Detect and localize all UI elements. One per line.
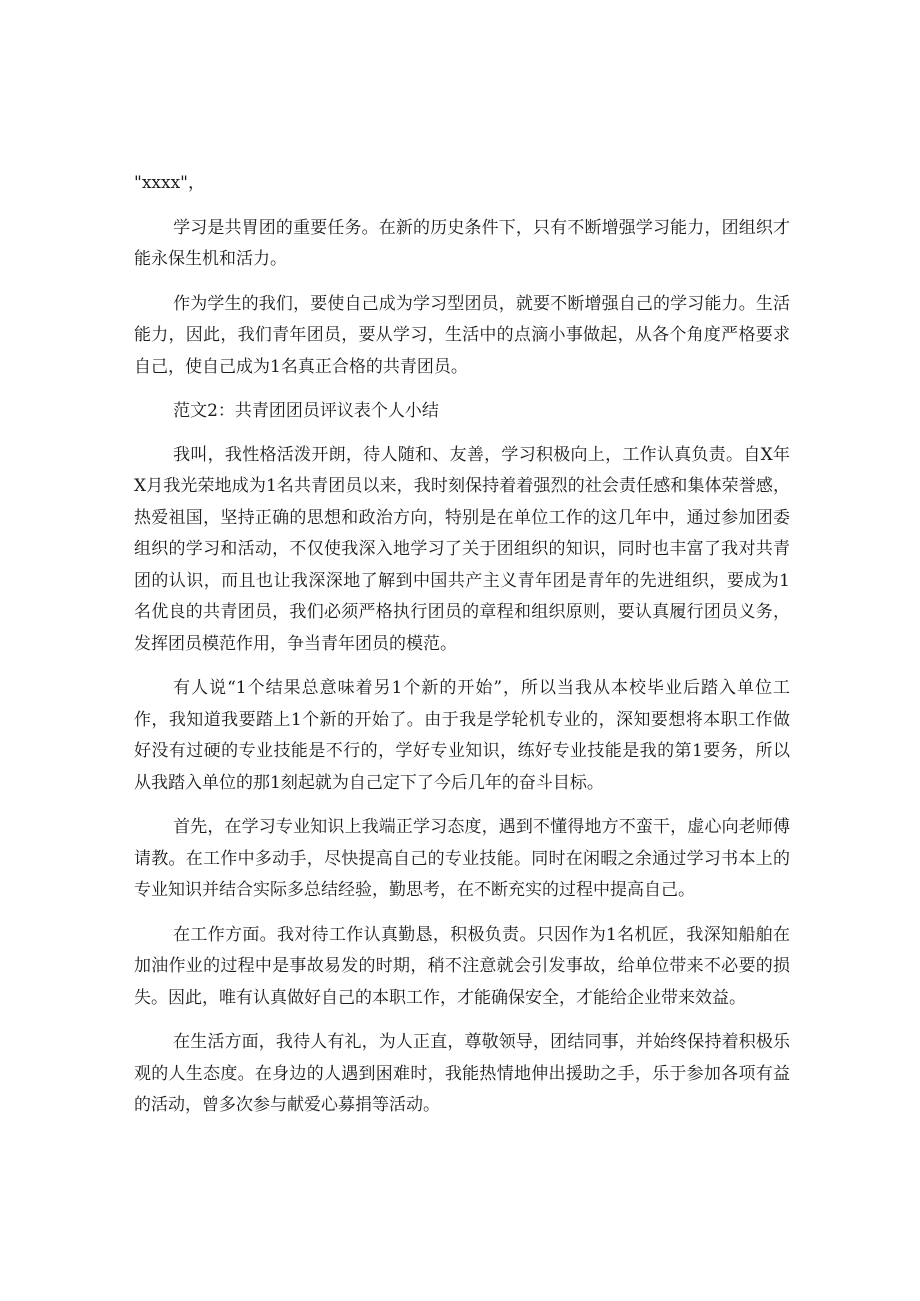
- paragraph-learning-task: 学习是共胃团的重要任务。在新的历史条件下，只有不断增强学习能力，团组织才能永保生机和活力。: [134, 217, 790, 269]
- opening-quote-line: "xxxx"，: [134, 173, 205, 193]
- paragraph-self-introduction: 我叫，我性格活泼开朗，待人随和、友善，学习积极向上，工作认真负责。自X年X月我光荣地成为1名共青团员以来，我时刻保持着着强烈的社会责任感和集体荣誉感，热爱祖国，坚持正确的思想和政治方向，特别是在单位工作的这几年中，通过参加团委组织的学习和活动，不仅使我深入地学习了关于团组织的知识，同时也丰富了我对共青团的认识，而且也让我深深地了解到中国共产主义青年团是青年的先进组织，要成为1名优良的共青团员，我们必须严格执行团员的章程和组织原则，要认真履行团员义务，发挥团员模范作用，争当青年团员的模范。: [134, 444, 790, 654]
- paragraph-study-attitude: 首先，在学习专业知识上我端正学习态度，遇到不懂得地方不蛮干，虚心向老师傅请教。在工作中多动手，尽快提高自己的专业技能。同时在闲暇之余通过学习书本上的专业知识并结合实际多总结经验，勤思考，在不断充实的过程中提高自己。: [134, 817, 790, 900]
- paragraph-life-aspect: 在生活方面，我待人有礼，为人正直，尊敬领导，团结同事，并始终保持着积极乐观的人生态度。在身边的人遇到困难时，我能热情地伸出援助之手，乐于参加各项有益的活动，曾多次参与献爱心募捐等活动。: [134, 1032, 790, 1115]
- paragraph-new-beginning: 有人说“1个结果总意味着另1个新的开始”，所以当我从本校毕业后踏入单位工作，我知道我要踏上1个新的开始了。由于我是学轮机专业的，深知要想将本职工作做好没有过硬的专业技能是不行的，学好专业知识，练好专业技能是我的第1要务，所以从我踏入单位的那1刻起就为自己定下了今后几年的奋斗目标。: [134, 678, 790, 793]
- paragraph-work-aspect: 在工作方面。我对待工作认真勤恳，积极负责。只因作为1名机匠，我深知船舶在加油作业的过程中是事故易发的时期，稍不注意就会引发事故，给单位带来不必要的损失。因此，唯有认真做好自己的本职工作，才能确保安全，才能给企业带来效益。: [134, 924, 790, 1008]
- paragraph-student-learning: 作为学生的我们，要使自己成为学习型团员，就要不断增强自己的学习能力。生活能力，因此，我们青年团员，要从学习，生活中的点滴小事做起，从各个角度严格要求自己，使自己成为1名真正合格的共青团员。: [134, 293, 790, 377]
- document-body: [134, 168, 790, 1135]
- section-heading-example-2: 范文2：共青团团员评议表个人小结: [173, 401, 439, 421]
